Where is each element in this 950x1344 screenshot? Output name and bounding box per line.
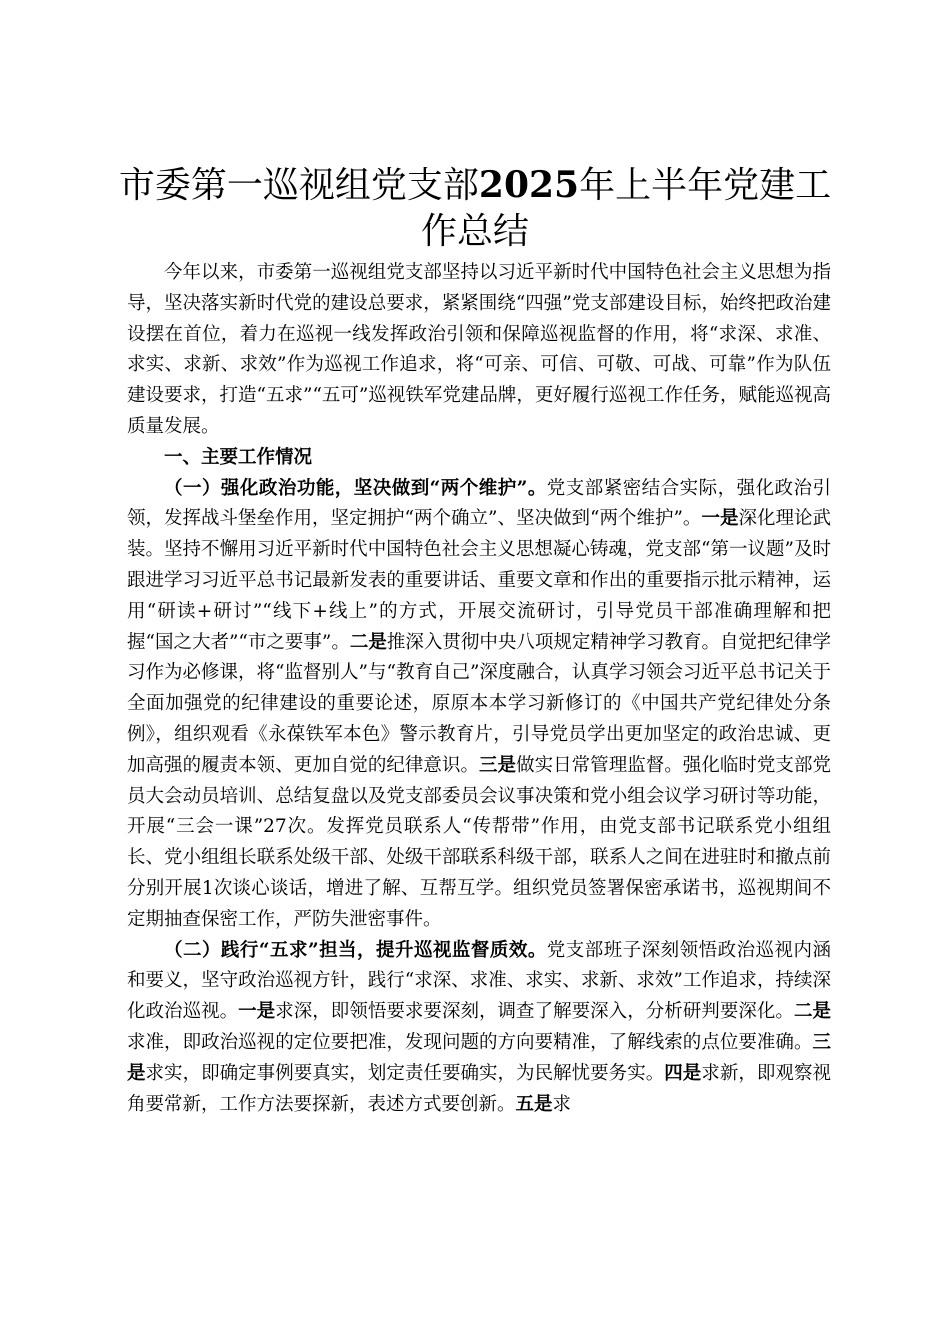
title-year: 2025 [478, 164, 580, 206]
part2-item4-label: 四是 [664, 1062, 702, 1084]
intro-paragraph: 今年以来，市委第一巡视组党支部坚持以习近平新时代中国特色社会主义思想为指导，坚决落实新时代党的建设总要求，紧紧围绕“四强”党支部建设目标，始终把政治建设摆在首位，着力在巡视一线发挥政治引领和保障巡视监督的作用，将“求深、求准、求实、求新、求效”作为巡视工作追求，将“可亲、可信、可敬、可战、可靠”作为队伍建设要求，打造“五求”“五可”巡视铁军党建品牌，更好履行巡视工作任务，赋能巡视高质量发展。 [127, 262, 831, 437]
part1-item2-text: 推深入贯彻中央八项规定精神学习教育。自觉把纪律学习作为必修课，将“监督别人”与“教育自己”深度融合，认真学习领会习近平总书记关于全面加强党的纪律建设的重要论述，原原本本学习新修订的《中国共产党纪律处分条例》，组织观看《永葆铁军本色》警示教育片，引导党员学出更加坚定的政治忠诚、更加高强的履责本领、更加自觉的纪律意识。 [127, 631, 831, 776]
part2-lead: 党支部班子深刻领悟政治巡视内涵和要义，坚守政治巡视方针，践行“求深、求准、求实、求新、求效”工作追求，持续深化政治巡视。 [127, 939, 831, 1023]
document-body [127, 258, 831, 1120]
part1-heading: （一）强化政治功能，坚决做到“两个维护”。 [164, 477, 547, 499]
part2-item3-text: 求实，即确定事例要真实，划定责任要确实，为民解忧要务实。 [145, 1062, 665, 1084]
part1-item3-text: 做实日常管理监督。强化临时党支部党员大会动员培训、总结复盘以及党支部委员会议事决策和党小组会议学习研讨等功能，开展“三会一课”27次。发挥党员联系人“传帮带”作用，由党支部书记联系党小组组长、党小组组长联系处级干部、处级干部联系科级干部，联系人之间在进驻时和撤点前分别开展1次谈心谈话，增进了解、互帮互学。组织党员签署保密承诺书，巡视期间不定期抽查保密工作，严防失泄密事件。 [127, 754, 831, 930]
section-heading-main-work: 一、主要工作情况 [164, 446, 313, 468]
title-suffix: 年上半年党建工作总结 [420, 165, 832, 252]
part2-paragraph [127, 936, 831, 1121]
part2-item5-text: 求 [552, 1093, 572, 1115]
part1-item1-label: 一是 [701, 508, 739, 530]
part1-paragraph [127, 474, 831, 936]
part2-item2-text: 求准，即政治巡视的定位要把准，发现问题的方向要精准，了解线索的点位要准确。 [127, 1031, 813, 1053]
part1-item2-label: 二是 [349, 631, 387, 653]
title-prefix: 市委第一巡视组党支部 [118, 165, 479, 206]
part2-item3-label: 三是 [127, 1031, 831, 1084]
part2-item1-label: 一是 [238, 1001, 276, 1023]
part2-heading: （二）践行“五求”担当，提升巡视监督质效。 [164, 939, 547, 961]
part1-item1-text: 深化理论武装。坚持不懈用习近平新时代中国特色社会主义思想凝心铸魂，党支部“第一议题”及时跟进学习习近平总书记最新发表的重要讲话、重要文章和作出的重要指示批示精神，运用“研读+研讨”“线下+线上”的方式，开展交流研讨，引导党员干部准确理解和把握“国之大者”“市之要事”。 [127, 508, 831, 653]
part2-item1-text: 求深，即领悟要求要深刻，调查了解要深入，分析研判要深化。 [275, 1001, 794, 1023]
part2-item4-text: 求新，即观察视角要常新，工作方法要探新，表述方式要创新。 [127, 1062, 831, 1115]
document-title [110, 162, 840, 255]
part2-item2-label: 二是 [793, 1001, 831, 1023]
part2-item5-label: 五是 [515, 1093, 553, 1115]
part1-item3-label: 三是 [479, 754, 517, 776]
part1-lead: 党支部紧密结合实际，强化政治引领，发挥战斗堡垒作用，坚定拥护“两个确立”、坚决做到“两个维护”。 [127, 477, 831, 530]
